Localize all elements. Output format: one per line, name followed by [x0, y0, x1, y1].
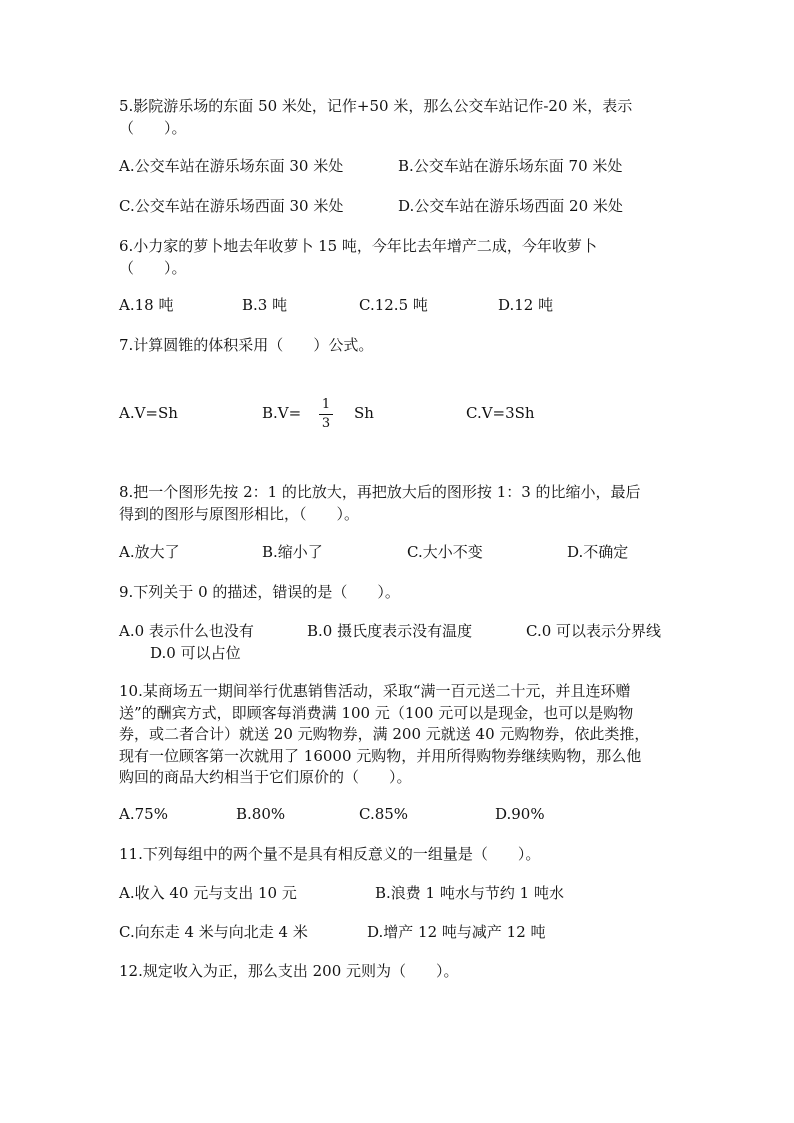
question-10-option-a: A.75% — [119, 805, 168, 823]
question-5-text-line-2: （ ）。 — [119, 119, 187, 137]
question-11-option-a: A.收入 40 元与支出 10 元 — [119, 884, 297, 902]
question-6-option-b: B.3 吨 — [242, 296, 288, 314]
fraction-denominator: 3 — [321, 416, 331, 431]
question-9-option-d: D.0 可以占位 — [150, 644, 241, 662]
question-7-option-c: C.V=3Sh — [466, 404, 535, 422]
question-7-option-a: A.V=Sh — [119, 404, 178, 422]
question-11-text-line-1: 11.下列每组中的两个量不是具有相反意义的一组量是（ ）。 — [119, 845, 541, 863]
question-11-option-d: D.增产 12 吨与减产 12 吨 — [367, 923, 546, 941]
question-5-option-b: B.公交车站在游乐场东面 70 米处 — [398, 157, 623, 175]
question-10-option-b: B.80% — [236, 805, 286, 823]
question-6-option-c: C.12.5 吨 — [359, 296, 428, 314]
one-third-fraction — [318, 398, 334, 431]
question-9-option-a: A.0 表示什么也没有 — [119, 622, 254, 640]
question-6-option-a: A.18 吨 — [119, 296, 174, 314]
question-9-option-b: B.0 摄氏度表示没有温度 — [307, 622, 473, 640]
question-9-text-line-1: 9.下列关于 0 的描述，错误的是（ ）。 — [119, 583, 400, 601]
question-10-text-line-5: 购回的商品大约相当于它们原价的（ ）。 — [119, 768, 412, 786]
question-11-option-b: B.浪费 1 吨水与节约 1 吨水 — [375, 884, 564, 902]
question-10-text-line-3: 券，或二者合计）就送 20 元购物券，满 200 元就送 40 元购物券，依此类推， — [119, 725, 650, 743]
question-10-option-c: C.85% — [359, 805, 409, 823]
question-10-option-d: D.90% — [495, 805, 545, 823]
question-7-option-b: B.V= — [262, 404, 302, 422]
question-7-option-b-suffix: Sh — [354, 404, 374, 422]
question-5-option-a: A.公交车站在游乐场东面 30 米处 — [119, 157, 344, 175]
question-8-text-line-1: 8.把一个图形先按 2：1 的比放大，再把放大后的图形按 1：3 的比缩小，最后 — [119, 483, 641, 501]
question-8-option-a: A.放大了 — [119, 543, 180, 561]
question-5-option-c: C.公交车站在游乐场西面 30 米处 — [119, 197, 344, 215]
question-10-text-line-2: 送”的酬宾方式，即顾客每消费满 100 元（100 元可以是现金，也可以是购物 — [119, 704, 634, 722]
question-6-option-d: D.12 吨 — [498, 296, 554, 314]
question-9-option-c: C.0 可以表示分界线 — [526, 622, 662, 640]
question-10-text-line-1: 10.某商场五一期间举行优惠销售活动，采取“满一百元送二十元，并且连环赠 — [119, 682, 631, 700]
question-11-option-c: C.向东走 4 米与向北走 4 米 — [119, 923, 308, 941]
question-5-text-line-1: 5.影院游乐场的东面 50 米处，记作+50 米，那么公交车站记作-20 米，表示 — [119, 97, 633, 115]
fraction-numerator: 1 — [321, 397, 331, 412]
question-12-text-line-1: 12.规定收入为正，那么支出 200 元则为（ ）。 — [119, 962, 459, 980]
question-8-text-line-2: 得到的图形与原图形相比，（ ）。 — [119, 505, 360, 523]
fraction-bar — [319, 414, 333, 415]
question-10-text-line-4: 现有一位顾客第一次就用了 16000 元购物，并用所得购物券继续购物，那么他 — [119, 747, 642, 765]
question-7-text-line-1: 7.计算圆锥的体积采用（ ）公式。 — [119, 336, 374, 354]
question-6-text-line-1: 6.小力家的萝卜地去年收萝卜 15 吨，今年比去年增产二成，今年收萝卜 — [119, 237, 597, 255]
question-8-option-c: C.大小不变 — [407, 543, 483, 561]
question-8-option-b: B.缩小了 — [262, 543, 323, 561]
question-8-option-d: D.不确定 — [567, 543, 629, 561]
question-5-option-d: D.公交车站在游乐场西面 20 米处 — [398, 197, 623, 215]
question-6-text-line-2: （ ）。 — [119, 259, 187, 277]
